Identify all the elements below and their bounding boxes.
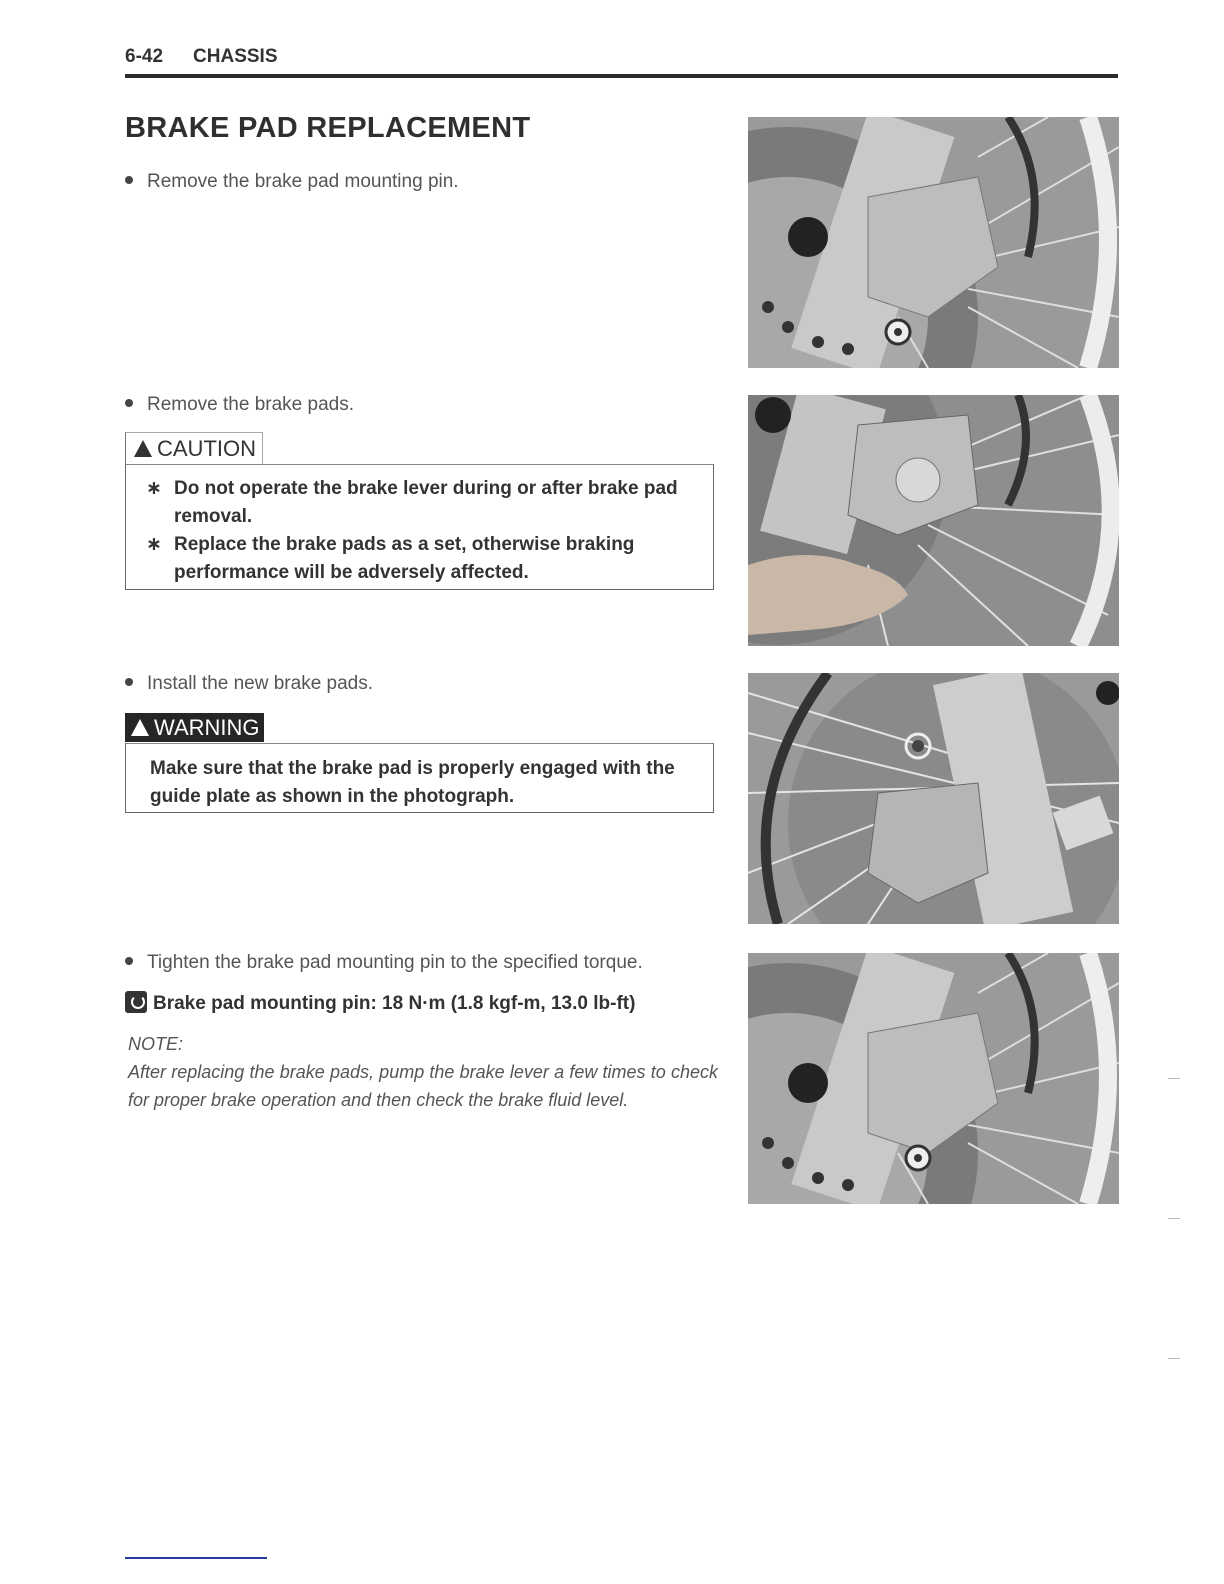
step-remove-pads: Remove the brake pads. bbox=[125, 394, 354, 416]
bullet-icon bbox=[125, 678, 133, 686]
page-number: 6-42 bbox=[125, 46, 164, 67]
warning-triangle-icon bbox=[131, 719, 149, 736]
caution-item: ∗ Do not operate the brake lever during or after brake pad removal. bbox=[146, 478, 678, 527]
warning-box bbox=[125, 743, 714, 813]
page-title: BRAKE PAD REPLACEMENT bbox=[125, 112, 531, 144]
step-remove-pin: Remove the brake pad mounting pin. bbox=[125, 171, 459, 193]
header-rule bbox=[125, 74, 1118, 78]
footer-rule bbox=[125, 1557, 267, 1559]
section-name: CHASSIS bbox=[193, 46, 278, 67]
torque-spec: Brake pad mounting pin: 18 N·m (1.8 kgf-m, 13.0 lb-ft) bbox=[125, 993, 635, 1015]
step-tighten-pin: Tighten the brake pad mounting pin to the specified torque. bbox=[125, 952, 643, 974]
margin-mark bbox=[1168, 1218, 1180, 1219]
photo-install-pads bbox=[748, 673, 1119, 924]
page-header bbox=[125, 46, 278, 68]
warning-text: Make sure that the brake pad is properly engaged with the guide plate as shown in the photograph. bbox=[150, 758, 675, 807]
torque-wrench-icon bbox=[125, 991, 147, 1013]
caution-label: CAUTION bbox=[125, 432, 263, 465]
warning-label: WARNING bbox=[125, 713, 264, 742]
caution-box bbox=[125, 464, 714, 590]
bullet-icon bbox=[125, 957, 133, 965]
margin-mark bbox=[1168, 1078, 1180, 1079]
photo-remove-pin bbox=[748, 117, 1119, 368]
photo-remove-pads bbox=[748, 395, 1119, 646]
bullet-icon bbox=[125, 176, 133, 184]
step-install-pads: Install the new brake pads. bbox=[125, 673, 373, 695]
warning-triangle-icon bbox=[134, 440, 152, 457]
caution-item: ∗ Replace the brake pads as a set, otherwise braking performance will be adversely affected. bbox=[146, 534, 635, 583]
photo-tighten-pin bbox=[748, 953, 1119, 1204]
note-text: After replacing the brake pads, pump the brake lever a few times to check for proper brake operation and then check the brake fluid level. bbox=[128, 1062, 718, 1110]
margin-mark bbox=[1168, 1358, 1180, 1359]
bullet-icon bbox=[125, 399, 133, 407]
note-label: NOTE: bbox=[128, 1034, 184, 1054]
